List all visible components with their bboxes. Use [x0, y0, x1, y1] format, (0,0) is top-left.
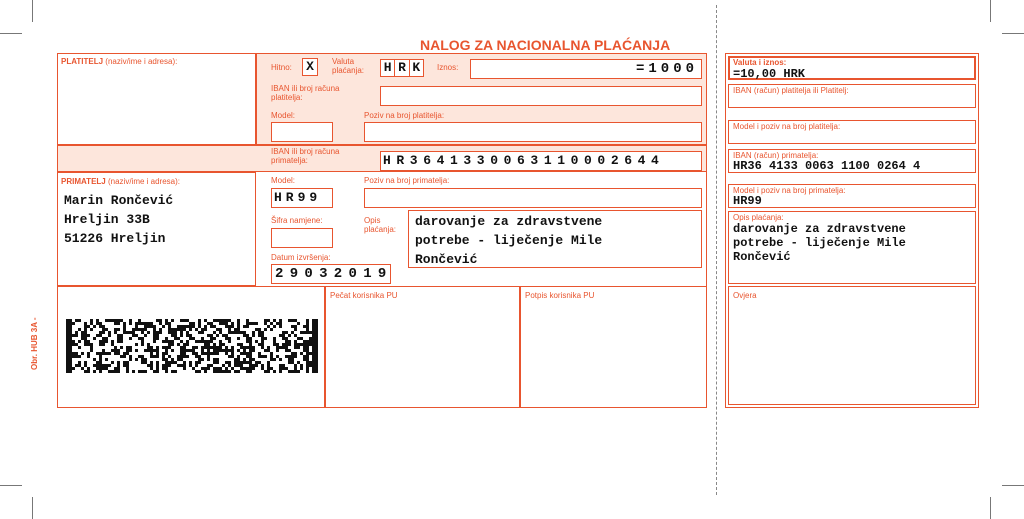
pecat-box	[325, 286, 520, 408]
r-ovjera-box	[728, 286, 976, 405]
r-valuta-value: =10,00 HRK	[733, 67, 806, 81]
poziv-platitelj-label: Poziv na broj platitelja:	[364, 111, 445, 120]
iznos-field[interactable]: =1000	[470, 59, 702, 79]
valuta-field[interactable]: H R K	[380, 59, 424, 77]
crop-mark	[32, 0, 33, 22]
hitno-checkbox[interactable]: X	[302, 58, 318, 76]
r-iban-platitelj-label: IBAN (račun) platitelja ili Platitelj:	[733, 86, 849, 95]
iban-platitelj-field[interactable]	[380, 86, 702, 106]
iban-primatelj-field[interactable]: HR3641330063110002644	[380, 151, 702, 171]
potpis-label: Potpis korisnika PU	[525, 291, 595, 300]
crop-mark	[1002, 485, 1024, 486]
r-iban-primatelj-value: HR36 4133 0063 1100 0264 4	[733, 159, 921, 173]
poziv-primatelj-label: Poziv na broj primatelja:	[364, 176, 450, 185]
r-model-primatelj-value: HR99	[733, 194, 762, 208]
pecat-label: Pečat korisnika PU	[330, 291, 398, 300]
model-platitelj-field[interactable]	[271, 122, 333, 142]
potpis-box	[520, 286, 707, 408]
r-valuta-label: Valuta i iznos:	[733, 58, 787, 67]
primatelj-city: 51226 Hreljin	[64, 231, 166, 246]
opis-label: Opis plaćanja:	[364, 216, 397, 234]
platitelj-box	[57, 53, 256, 145]
perforation-line	[716, 5, 717, 495]
r-model-primatelj-label: Model i poziv na broj primatelja:	[733, 186, 846, 195]
datum-label: Datum izvršenja:	[271, 253, 331, 262]
crop-mark	[1002, 33, 1024, 34]
r-iban-primatelj-label: IBAN (račun) primatelja:	[733, 151, 819, 160]
datum-field[interactable]: 29032019	[271, 264, 391, 284]
model-primatelj-label: Model:	[271, 176, 296, 185]
r-ovjera-label: Ovjera	[733, 291, 757, 300]
primatelj-street: Hreljin 33B	[64, 212, 150, 227]
barcode-image	[66, 318, 318, 374]
model-primatelj-field[interactable]: HR99	[271, 188, 333, 208]
crop-mark	[0, 485, 22, 486]
primatelj-name: Marin Rončević	[64, 193, 174, 208]
model-platitelj-label: Model:	[271, 111, 296, 120]
iznos-label: Iznos:	[437, 63, 459, 72]
crop-mark	[990, 0, 991, 22]
crop-mark	[990, 497, 991, 519]
primatelj-label: PRIMATELJ (naziv/ime i adresa):	[61, 177, 180, 186]
poziv-primatelj-field[interactable]	[364, 188, 702, 208]
opis-field[interactable]	[408, 210, 702, 268]
crop-mark	[32, 497, 33, 519]
hitno-label: Hitno:	[271, 63, 292, 72]
crop-mark	[0, 33, 22, 34]
r-model-platitelj-label: Model i poziv na broj platitelja:	[733, 122, 841, 131]
iban-primatelj-label: IBAN ili broj računa primatelja:	[271, 147, 340, 165]
poziv-platitelj-field[interactable]	[364, 122, 702, 142]
sifra-label: Šifra namjene:	[271, 216, 323, 225]
valuta-label: Valuta plaćanja:	[332, 57, 365, 75]
r-opis-text: darovanje za zdravstvene potrebe - liječenje Mile Rončević	[733, 222, 906, 264]
platitelj-label: PLATITELJ (naziv/ime i adresa):	[61, 57, 178, 66]
r-opis-label: Opis plaćanja:	[733, 213, 784, 222]
iban-platitelj-label: IBAN ili broj računa platitelja:	[271, 84, 340, 102]
form-id: Obr. HUB 3A -	[30, 317, 39, 370]
primatelj-address	[64, 191, 173, 248]
opis-text: darovanje za zdravstvene potrebe - liječenje Mile Rončević	[415, 214, 603, 267]
sifra-field[interactable]	[271, 228, 333, 248]
form-title: NALOG ZA NACIONALNA PLAĆANJA	[420, 37, 671, 53]
